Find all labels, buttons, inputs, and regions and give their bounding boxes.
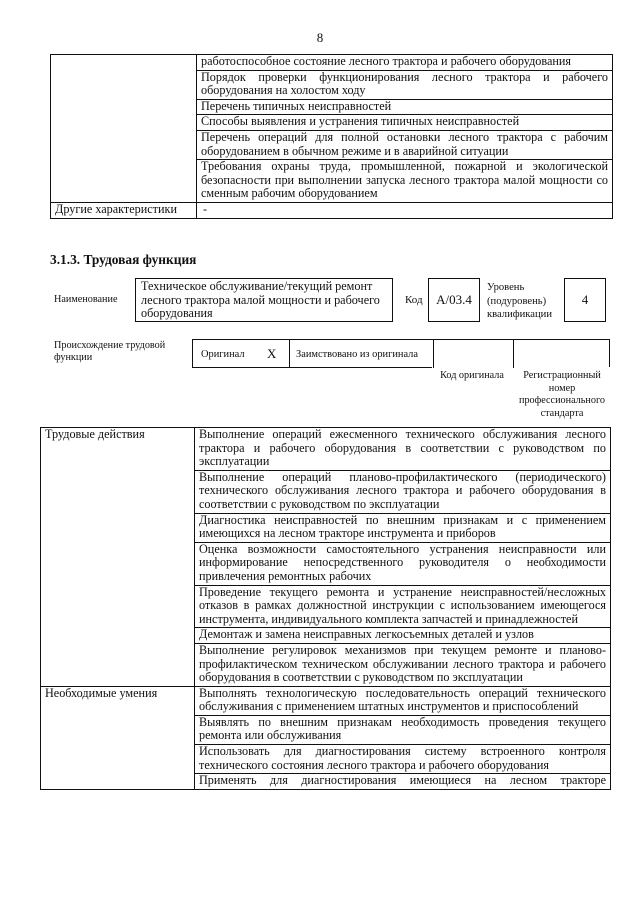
table-cell: Выполнение операций планово-профилактического (периодического) технического обслуживания лесного трактора и рабочего оборудования в соответствии с руководством по эксплуатации — [195, 470, 611, 513]
table-cell: Выполнение операций ежесменного технического обслуживания лесного трактора и рабочего оборудования в соответствии с руководством по эксплуатации — [195, 428, 611, 471]
table-cell: Диагностика неисправностей по внешним признакам и с применением имеющихся на лесном тракторе инструмента и приборов — [195, 513, 611, 542]
labor-actions-label: Трудовые действия — [41, 428, 195, 687]
other-characteristics-label: Другие характеристики — [51, 202, 197, 218]
name-label: Наименование — [54, 294, 118, 305]
table-cell: Демонтаж и замена неисправных легкосъемных деталей и узлов — [195, 628, 611, 644]
borrowed-label: Заимствовано из оригинала — [289, 340, 433, 368]
knowledge-table-continued — [50, 54, 613, 219]
table-row — [41, 428, 611, 471]
table-cell: Выявлять по внешним признакам необходимость проведения текущего ремонта или обслуживания — [195, 715, 611, 744]
code-label: Код — [405, 294, 423, 306]
page-number: 8 — [316, 30, 324, 45]
other-characteristics-value: - — [197, 202, 613, 218]
required-skills-label: Необходимые умения — [41, 686, 195, 789]
original-code-caption: Код оригинала — [440, 370, 504, 381]
empty-label-cell — [51, 55, 197, 203]
table-cell: Оценка возможности самостоятельного устранения неисправности или информирование непосредственного руководителя о необходимости привлечения ремонтных рабочих — [195, 542, 611, 585]
level-label: Уровень (подуровень) квалификации — [487, 282, 552, 320]
table-cell: Способы выявления и устранения типичных неисправностей — [197, 115, 613, 131]
table-cell: Применять для диагностирования имеющиеся на лесном тракторе — [195, 774, 611, 790]
table-cell: Выполнение регулировок механизмов при текущем ремонте и планово-профилактическом техническом обслуживании лесного трактора и рабочего оборудования в соответствии с руководством по эксплуатации — [195, 643, 611, 686]
table-cell: Выполнять технологическую последовательность операций технического обслуживания с применением штатных инструментов и приспособлений — [195, 686, 611, 715]
table-cell: Проведение текущего ремонта и устранение неисправностей/несложных отказов в рамках должностной инструкции с использованием имеющегося инструмента, индивидуального комплекта запчастей и принадлежностей — [195, 585, 611, 628]
origin-label: Происхождение трудовой функции — [54, 340, 166, 363]
function-code-box: А/03.4 — [428, 278, 480, 322]
qualification-level-box: 4 — [564, 278, 606, 322]
table-cell: Требования охраны труда, промышленной, пожарной и экологической безопасности при выполнении запуска лесного трактора малой мощности со сменным рабочим оборудованием — [197, 160, 613, 203]
table-cell: Перечень типичных неисправностей — [197, 99, 613, 115]
registration-number-caption: Регистрационный номер профессионального стандарта — [519, 370, 605, 419]
function-name-box: Техническое обслуживание/текущий ремонт лесного трактора малой мощности и рабочего оборудования — [135, 278, 393, 322]
original-mark: X — [267, 346, 277, 361]
origin-underline — [192, 367, 432, 368]
table-row — [51, 55, 613, 71]
original-label: Оригинал — [201, 348, 245, 360]
table-cell: работоспособное состояние лесного трактора и рабочего оборудования — [197, 55, 613, 71]
table-cell: Перечень операций для полной остановки лесного трактора с рабочим оборудованием в обычном режиме и в аварийной ситуации — [197, 130, 613, 159]
original-code-cell — [433, 340, 513, 368]
table-row — [41, 686, 611, 715]
table-cell: Порядок проверки функционирования лесного трактора и рабочего оборудования на холостом ходу — [197, 70, 613, 99]
labor-function-table — [40, 427, 611, 790]
section-title: 3.1.3. Трудовая функция — [50, 252, 197, 267]
table-row — [51, 202, 613, 218]
table-cell: Использовать для диагностирования систему встроенного контроля технического состояния лесного трактора и рабочего оборудования — [195, 745, 611, 774]
origin-row — [192, 339, 610, 367]
registration-number-cell — [513, 340, 609, 368]
